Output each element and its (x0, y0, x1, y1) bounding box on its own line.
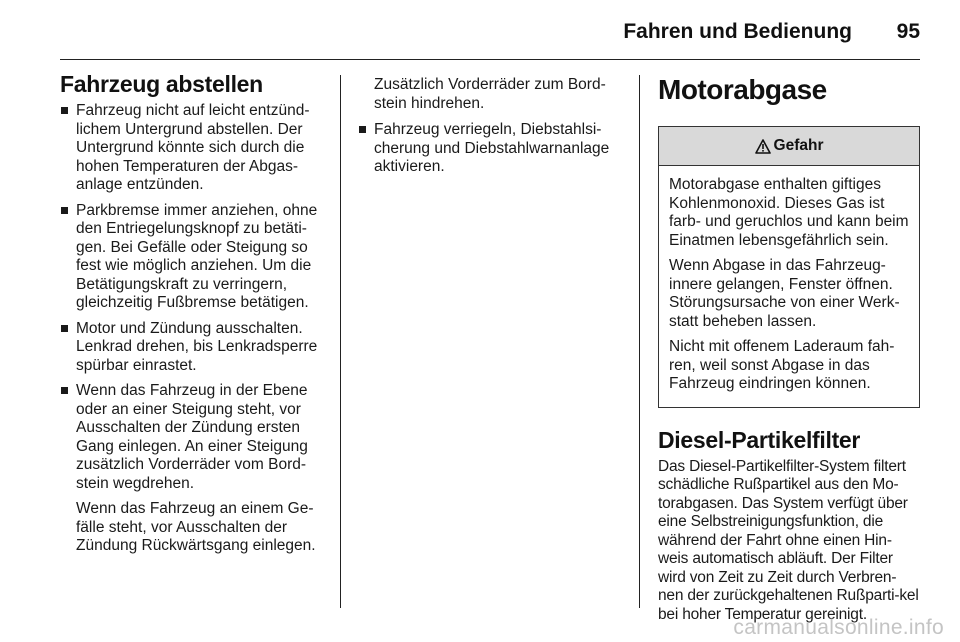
column-divider-2 (639, 75, 640, 608)
section-heading-parking: Fahrzeug abstellen (60, 71, 263, 97)
continuation-text: Zusätzlich Vorderräder zum Bord-stein hindrehen. (374, 76, 606, 112)
diesel-filter-text: Das Diesel-Partikelfilter-System filtert schädliche Rußpartikel aus den Mo-torabgasen. Das System verfügt über eine Selbstreinigungsfunktion, die während der Fahrt ohne einen Hin-weis automatisch abläuft. Der Filter wird von Zeit zu Zeit durch Verbren-nen der zurückgehaltenen Rußparti-kel bei hoher Temperatur gereinigt. (658, 457, 919, 623)
warning-header (659, 127, 919, 166)
watermark: carmanualsonline.info (733, 616, 944, 639)
bullet-item (60, 102, 326, 195)
bullet-item (358, 121, 620, 177)
warning-paragraph: Wenn Abgase in das Fahrzeug-innere gelangen, Fenster öffnen. Störungsursache von einer Werk-statt beheben lassen. (669, 257, 900, 330)
bullet-item (60, 382, 326, 556)
bullet-text: Motor und Zündung ausschalten. Lenkrad drehen, bis Lenkradsperre spürbar einrastet. (76, 319, 318, 374)
bullet-text: Parkbremse immer anziehen, ohne den Entriegelungsknopf zu betäti-gen. Bei Gefälle oder Steigung so fest wie möglich anziehen. Um die Betätigungskraft zu verringern, gleichzeitig Fußbremse betätigen. (76, 201, 318, 311)
danger-warning-box (658, 126, 920, 408)
bullet-text: Fahrzeug nicht auf leicht entzünd-lichem Untergrund abstellen. Der Untergrund könnte sich durch die hohen Temperaturen der Abgas-anlage entzünden. (76, 102, 310, 193)
bullet-text: Wenn das Fahrzeug in der Ebene oder an einer Steigung steht, vor Ausschalten der Zündung ersten Gang einlegen. An einer Steigung zusätzlich Vorderräder vom Bord-stein wegdrehen. (76, 382, 308, 492)
column-1 (60, 70, 326, 563)
column-3 (658, 72, 920, 624)
page-number: 95 (896, 20, 920, 43)
parking-bullet-list (60, 102, 326, 556)
column-2 (358, 76, 620, 185)
bullet-text: Fahrzeug verriegeln, Diebstahlsi-cherung und Diebstahlwarnanlage aktivieren. (374, 121, 610, 175)
warning-paragraph: Nicht mit offenem Laderaum fah-ren, weil sonst Abgase in das Fahrzeug eindringen können. (669, 338, 895, 392)
header-rule (60, 59, 920, 60)
square-bullet-icon (359, 126, 366, 133)
warning-title: Gefahr (773, 137, 824, 154)
page-header (60, 14, 920, 54)
warning-triangle-icon (755, 139, 771, 154)
section-heading-exhaust: Motorabgase (658, 74, 827, 105)
bullet-text: Wenn das Fahrzeug an einem Ge-fälle steht, vor Ausschalten der Zündung Rückwärtsgang einlegen. (76, 500, 316, 554)
header-title: Fahren und Bedienung (623, 20, 852, 43)
bullet-item (60, 320, 326, 376)
column-divider-1 (340, 75, 341, 608)
square-bullet-icon (61, 107, 68, 114)
section-heading-diesel-filter: Diesel-Partikelfilter (658, 426, 861, 453)
square-bullet-icon (61, 325, 68, 332)
warning-body (659, 166, 919, 407)
square-bullet-icon (61, 387, 68, 394)
bullet-item (60, 202, 326, 313)
square-bullet-icon (61, 207, 68, 214)
warning-paragraph: Motorabgase enthalten giftiges Kohlenmonoxid. Dieses Gas ist farb- und geruchlos und kann beim Einatmen lebensgefährlich sein. (669, 176, 909, 249)
locking-bullet-list (358, 121, 620, 177)
